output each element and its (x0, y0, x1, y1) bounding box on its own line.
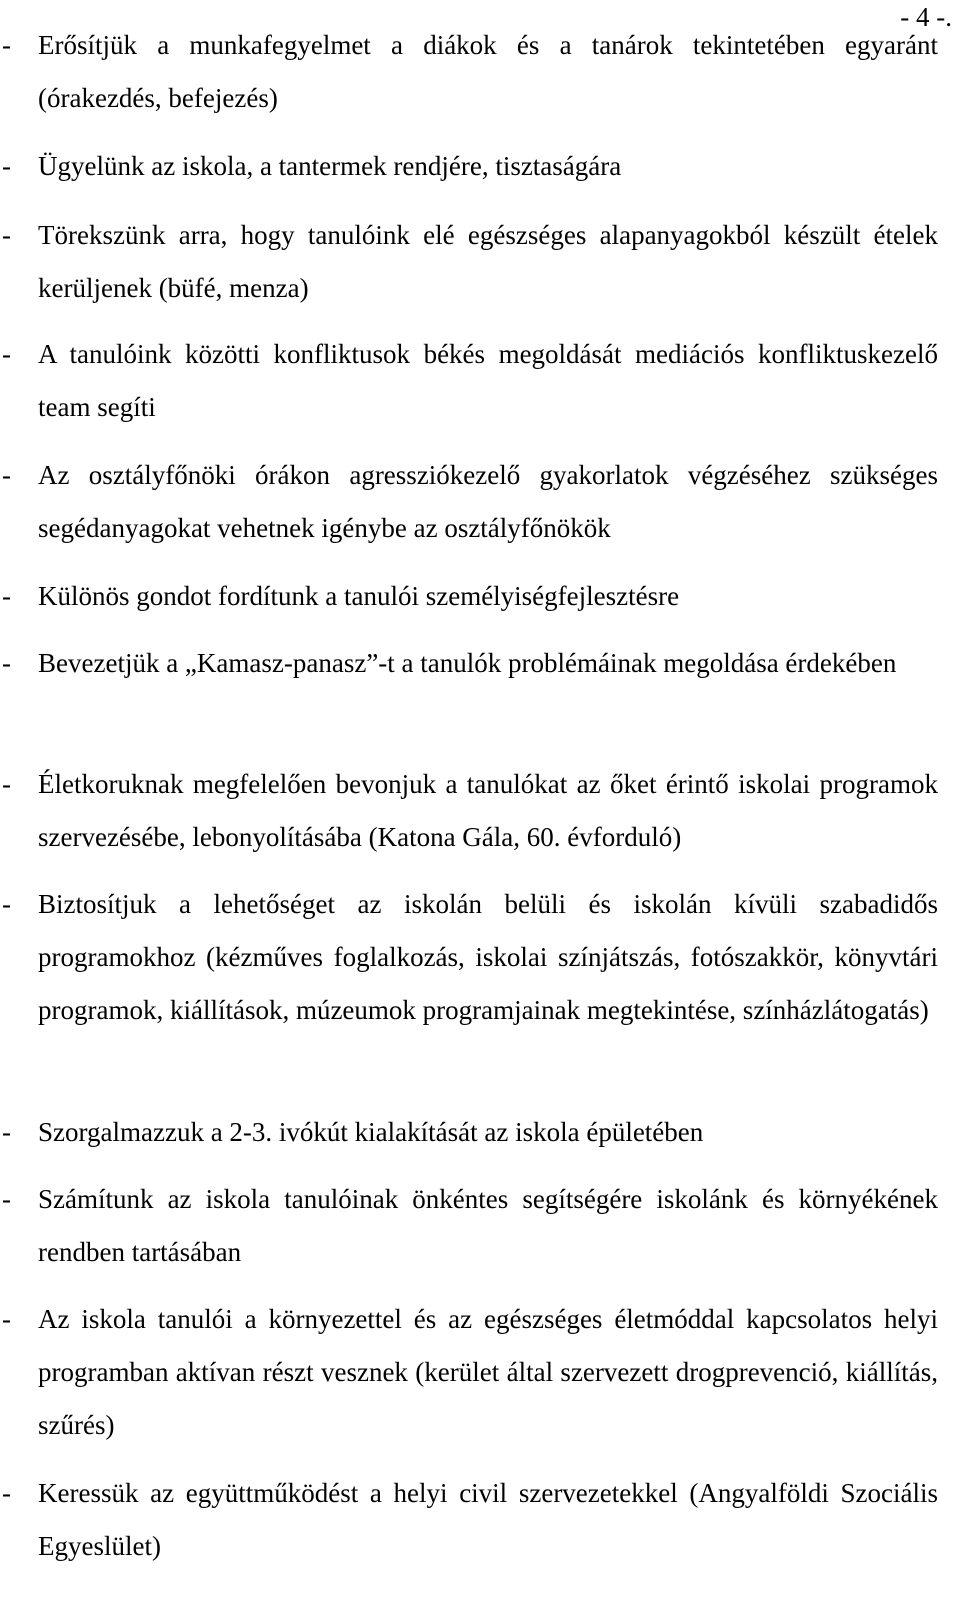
list-dash: - (2, 1478, 11, 1508)
list-item (0, 328, 938, 434)
list-item-text: Különös gondot fordítunk a tanulói személyiségfejlesztésre (38, 581, 680, 611)
list-item (0, 878, 938, 1037)
list-item-text: Biztosítjuk a lehetőséget az iskolán belüli és iskolán kívüli szabadidős programokhoz (kézműves foglalkozás, iskolai színjátszás, fotószakkör, könyvtári programok, kiállítások, múzeumok programjainak megtekintése, színházlátogatás) (38, 889, 938, 1025)
list-item (0, 758, 938, 864)
list-dash: - (2, 339, 11, 369)
list-item-text: Az osztályfőnöki órákon agressziókezelő gyakorlatok végzéséhez szükséges segédanyagokat vehetnek igénybe az osztályfőnökök (38, 460, 938, 543)
page-number: - 4 -. (900, 2, 952, 32)
list-item-text: Szorgalmazzuk a 2-3. ivókút kialakítását az iskola épületében (38, 1117, 704, 1147)
list-item (0, 1106, 938, 1159)
list-dash: - (2, 220, 11, 250)
list-item (0, 209, 938, 315)
list-item (0, 637, 938, 690)
list-item-text: A tanulóink közötti konfliktusok békés megoldását mediációs konfliktuskezelő team segíti (38, 339, 938, 422)
list-dash: - (2, 30, 11, 60)
list-item-text: Keressük az együttműködést a helyi civil szervezetekkel (Angyalföldi Szociális Egyeslület) (38, 1478, 938, 1561)
list-item-text: Erősítjük a munkafegyelmet a diákok és a tanárok tekintetében egyaránt (órakezdés, befejezés) (38, 30, 938, 113)
list-item-text: Az iskola tanulói a környezettel és az egészséges életmóddal kapcsolatos helyi programban aktívan részt vesznek (kerület által szervezett drogprevenció, kiállítás, szűrés) (38, 1304, 938, 1440)
list-dash: - (2, 460, 11, 490)
list-item (0, 449, 938, 555)
list-item-text: Életkoruknak megfelelően bevonjuk a tanulókat az őket érintő iskolai programok szervezésébe, lebonyolításába (Katona Gála, 60. évforduló) (38, 769, 938, 852)
list-item (0, 1293, 938, 1452)
list-dash: - (2, 1117, 11, 1147)
list-dash: - (2, 648, 11, 678)
list-item-text: Bevezetjük a „Kamasz-panasz”-t a tanulók problémáinak megoldása érdekében (38, 648, 897, 678)
list-item (0, 570, 938, 623)
list-item-text: Ügyelünk az iskola, a tantermek rendjére, tisztaságára (38, 151, 622, 181)
list-dash: - (2, 151, 11, 181)
list-item (0, 1173, 938, 1279)
list-item (0, 1467, 938, 1573)
list-dash: - (2, 1304, 11, 1334)
list-item (0, 19, 938, 125)
list-item-text: Számítunk az iskola tanulóinak önkéntes segítségére iskolánk és környékének rendben tartásában (38, 1184, 938, 1267)
list-dash: - (2, 769, 11, 799)
list-dash: - (2, 889, 11, 919)
list-dash: - (2, 581, 11, 611)
list-item-text: Törekszünk arra, hogy tanulóink elé egészséges alapanyagokból készült ételek kerüljenek (büfé, menza) (38, 220, 938, 303)
list-dash: - (2, 1184, 11, 1214)
list-item (0, 140, 938, 193)
